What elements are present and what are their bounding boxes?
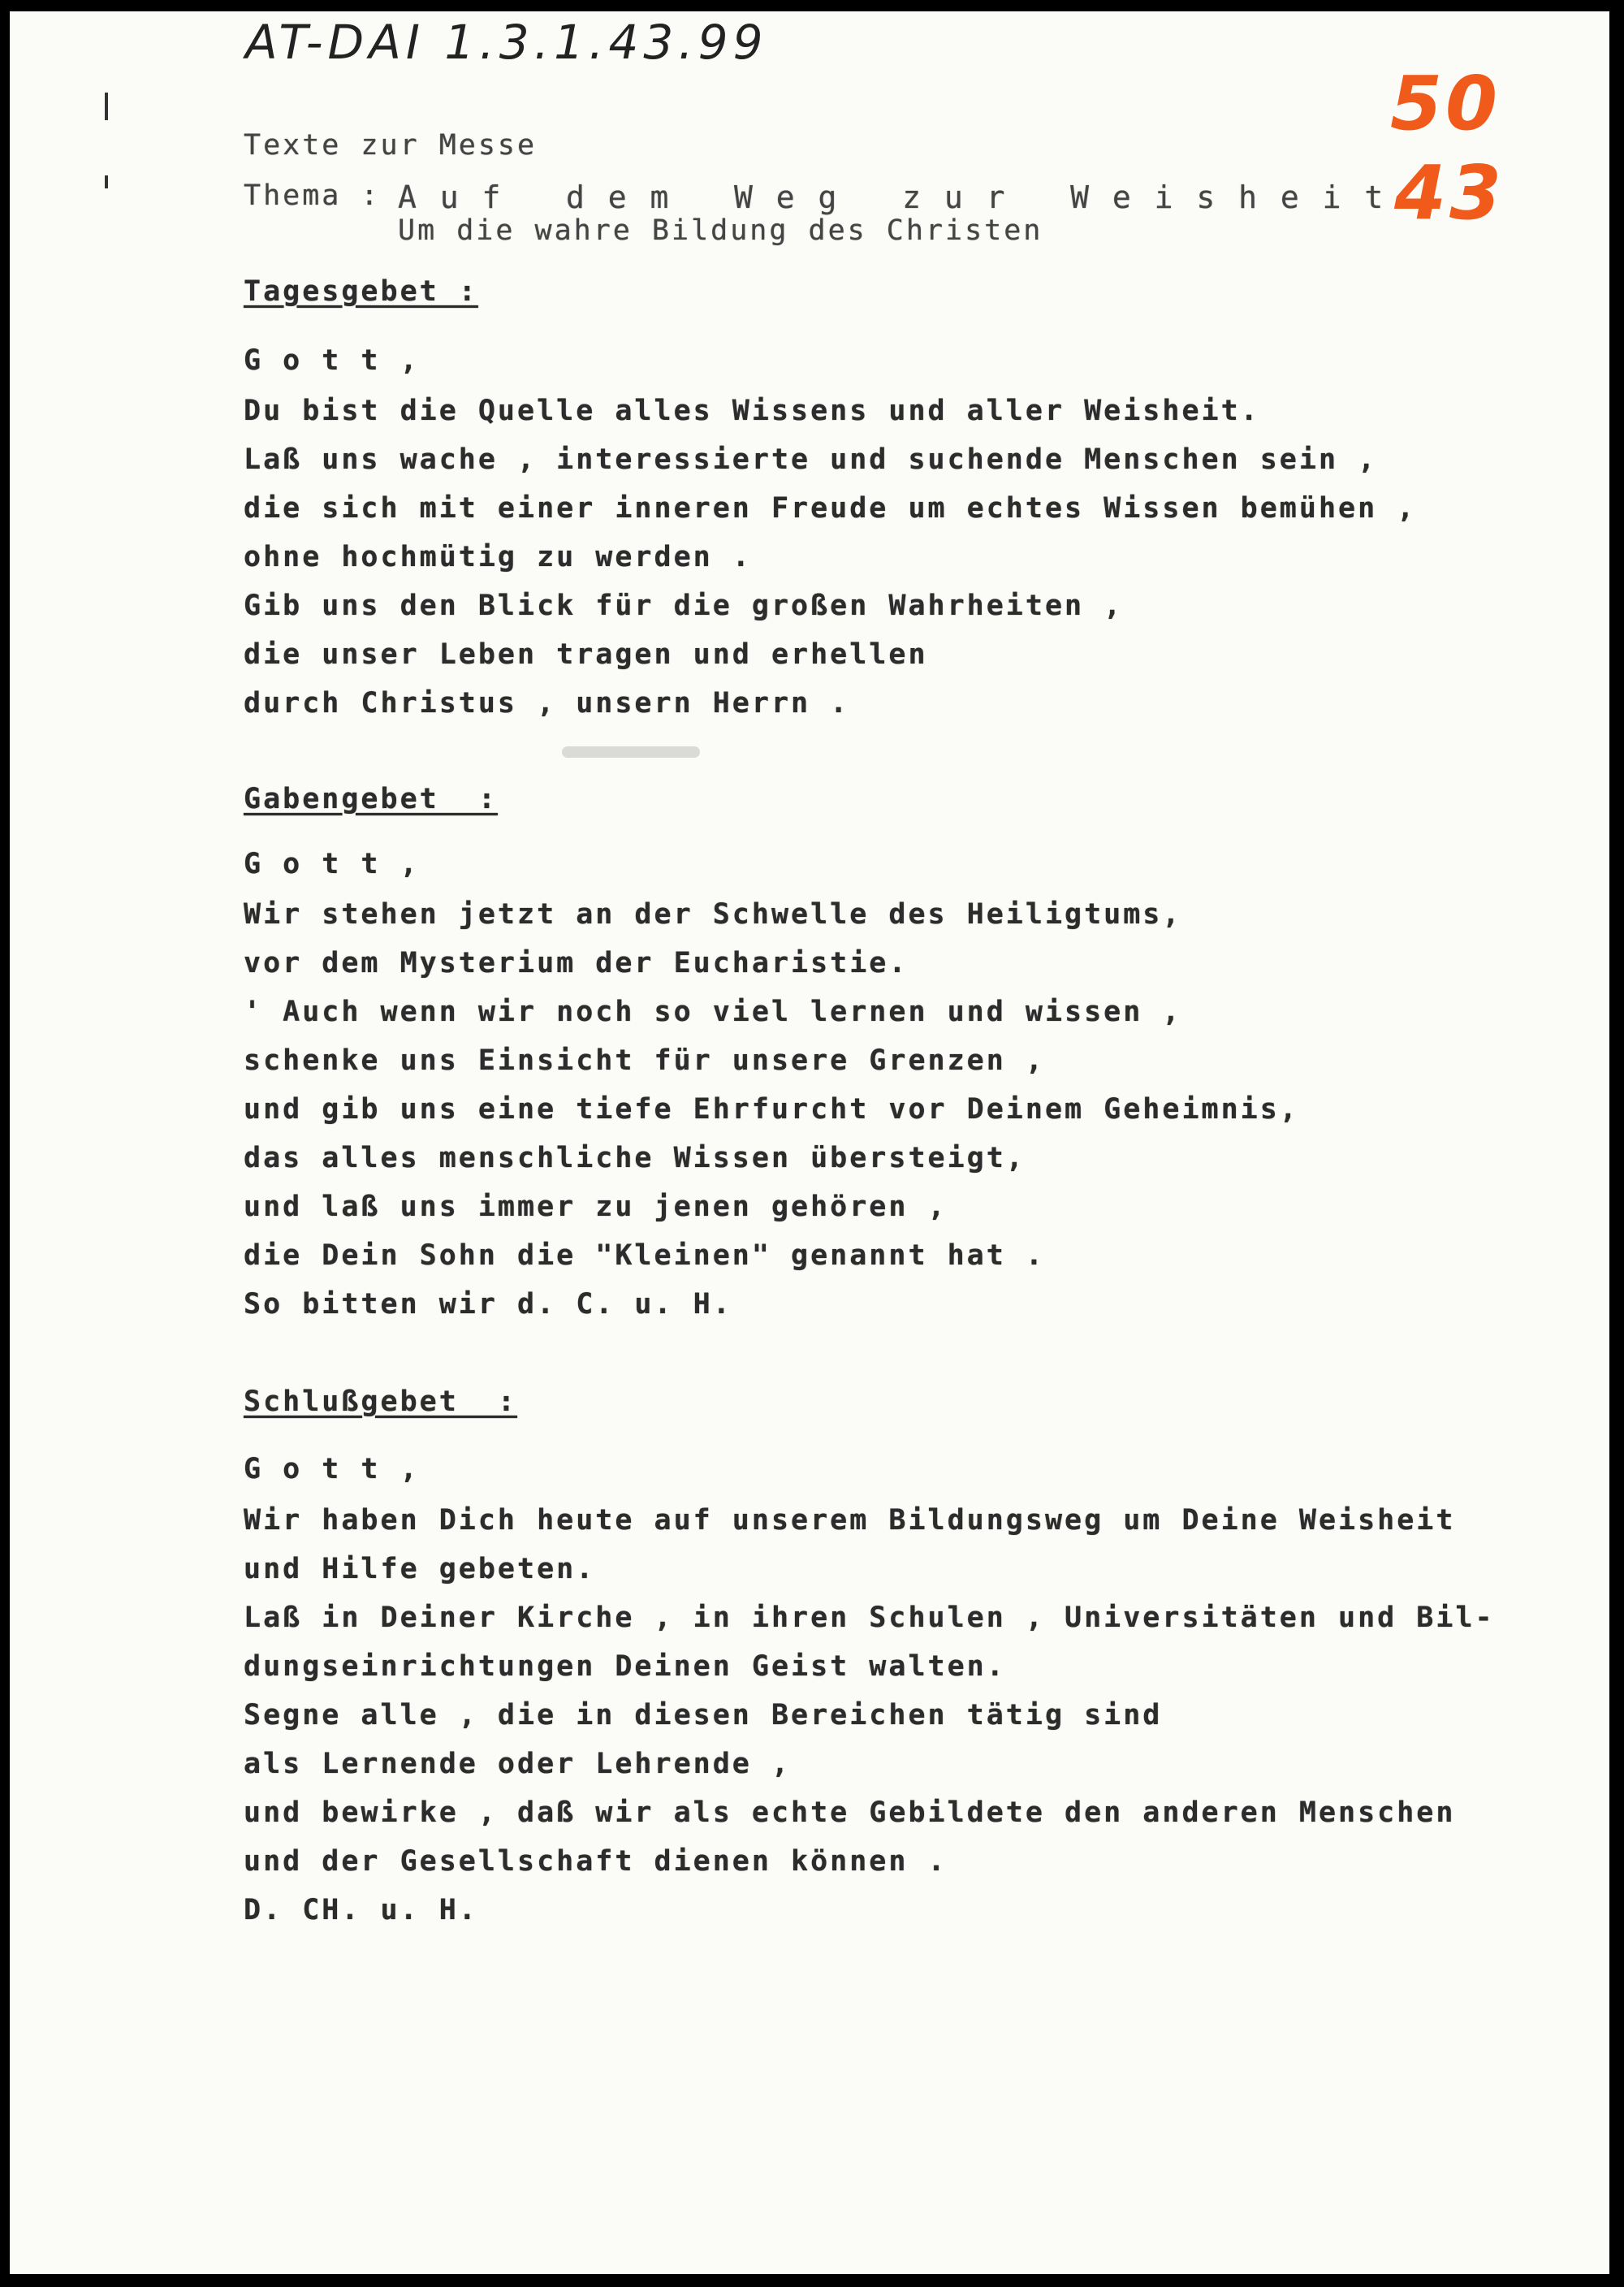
page-number-bottom: 43 <box>1394 149 1505 236</box>
prayer-line: und gib uns eine tiefe Ehrfurcht vor Deinem Geheimnis, <box>244 1093 1299 1126</box>
subtitle: Um die wahre Bildung des Christen <box>398 214 1043 247</box>
prayer-line: und Hilfe gebeten. <box>244 1553 596 1585</box>
prayer-line: und laß uns immer zu jenen gehören , <box>244 1191 948 1223</box>
prayer-line: dungseinrichtungen Deinen Geist walten. <box>244 1650 1006 1683</box>
header-line: Texte zur Messe <box>244 129 538 162</box>
prayer-line: Du bist die Quelle alles Wissens und aller Weisheit. <box>244 395 1260 427</box>
prayer-line: G o t t , <box>244 344 420 377</box>
prayer-line: die Dein Sohn die "Kleinen" genannt hat . <box>244 1239 1045 1272</box>
archive-code: AT-DAI 1.3.1.43.99 <box>245 15 768 70</box>
prayer-line: G o t t , <box>244 848 420 880</box>
prayer-line: vor dem Mysterium der Eucharistie. <box>244 947 909 979</box>
theme-label: Thema : <box>244 179 381 212</box>
prayer-line: ' Auch wenn wir noch so viel lernen und wissen , <box>244 996 1182 1028</box>
prayer-line: Wir stehen jetzt an der Schwelle des Heiligtums, <box>244 898 1182 931</box>
section-heading-schlussgebet: Schlußgebet : <box>244 1386 518 1418</box>
prayer-line: und bewirke , daß wir als echte Gebildete den anderen Menschen <box>244 1796 1456 1829</box>
prayer-line: die unser Leben tragen und erhellen <box>244 638 928 671</box>
prayer-line: G o t t , <box>244 1453 420 1485</box>
prayer-line: und der Gesellschaft dienen können . <box>244 1845 948 1878</box>
margin-tick <box>105 175 108 188</box>
section-heading-gabengebet: Gabengebet : <box>244 783 498 815</box>
prayer-line: Segne alle , die in diesen Bereichen tätig sind <box>244 1699 1163 1731</box>
document-page <box>10 11 1609 2274</box>
prayer-line: So bitten wir d. C. u. H. <box>244 1288 732 1321</box>
prayer-line: als Lernende oder Lehrende , <box>244 1748 792 1780</box>
prayer-line: Gib uns den Blick für die großen Wahrheiten , <box>244 590 1124 622</box>
prayer-line: D. CH. u. H. <box>244 1894 478 1926</box>
page-number-top: 50 <box>1390 60 1501 147</box>
prayer-line: das alles menschliche Wissen übersteigt, <box>244 1142 1026 1174</box>
theme-title: A u f d e m W e g z u r W e i s h e i t <box>398 179 1386 215</box>
margin-tick <box>105 93 108 120</box>
paper-stain <box>562 746 700 758</box>
prayer-line: Laß uns wache , interessierte und suchende Menschen sein , <box>244 443 1378 476</box>
prayer-line: ohne hochmütig zu werden . <box>244 541 752 573</box>
prayer-line: durch Christus , unsern Herrn . <box>244 687 850 720</box>
prayer-line: Wir haben Dich heute auf unserem Bildungsweg um Deine Weisheit <box>244 1504 1456 1537</box>
prayer-line: Laß in Deiner Kirche , in ihren Schulen , Universitäten und Bil- <box>244 1602 1495 1634</box>
section-heading-tagesgebet: Tagesgebet : <box>244 275 478 308</box>
prayer-line: die sich mit einer inneren Freude um echtes Wissen bemühen , <box>244 492 1417 525</box>
prayer-line: schenke uns Einsicht für unsere Grenzen , <box>244 1044 1045 1077</box>
